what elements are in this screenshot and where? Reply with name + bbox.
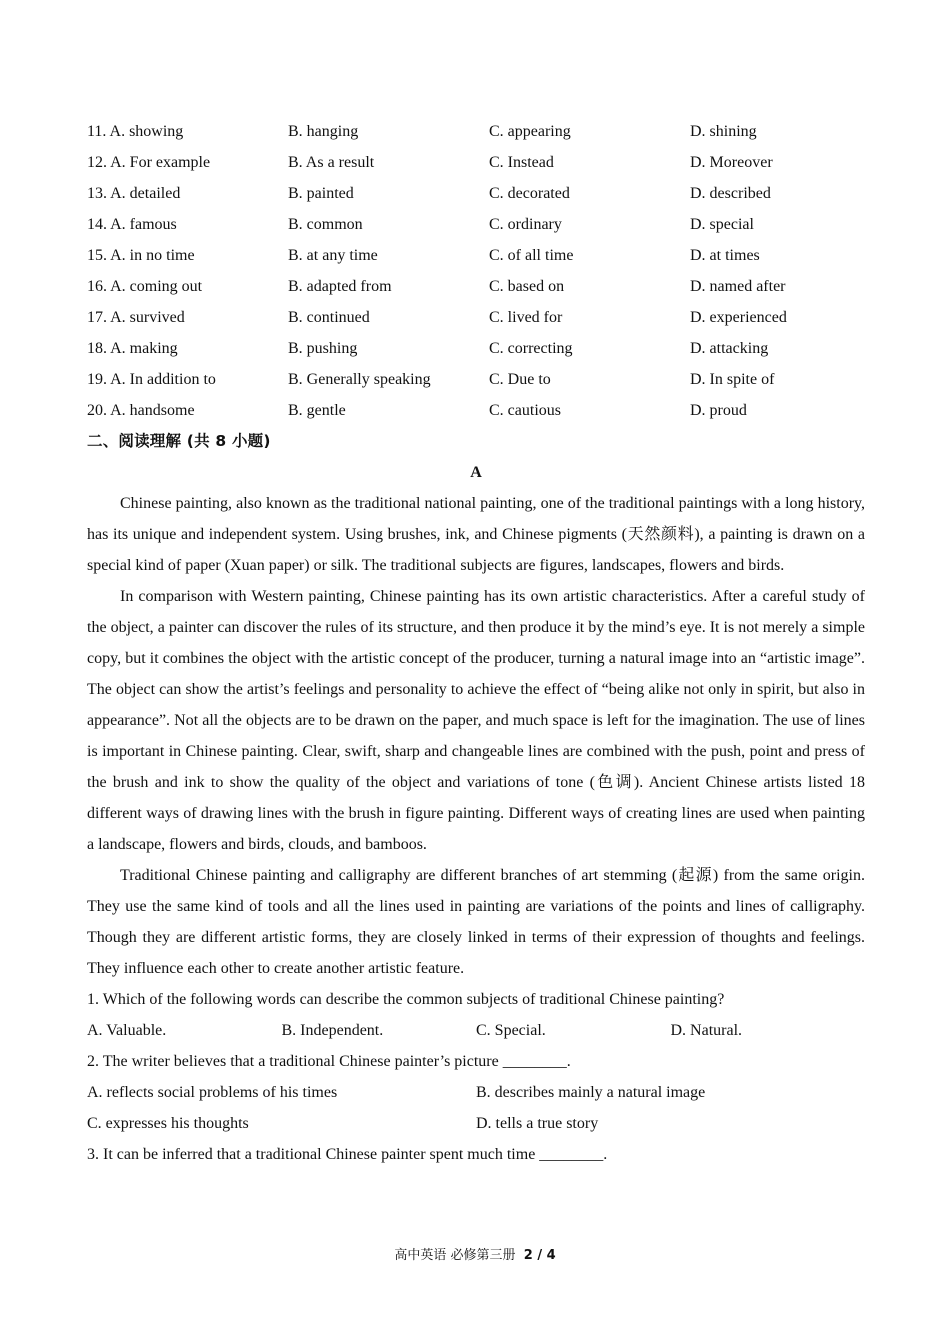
question-1-options: [87, 1015, 865, 1046]
cloze-row-14: [87, 209, 865, 240]
option-c: C. based on: [489, 278, 565, 295]
option-a: 20. A. handsome: [87, 402, 195, 419]
option-c: C. decorated: [489, 185, 570, 202]
cloze-row-17: [87, 302, 865, 333]
document-page: [87, 116, 865, 1170]
option-b: B. Generally speaking: [288, 371, 431, 388]
cloze-row-16: [87, 271, 865, 302]
option-d: D. special: [690, 216, 754, 233]
option-c: C. correcting: [489, 340, 573, 357]
passage-paragraph: Chinese painting, also known as the traditional national painting, one of the traditional paintings with a long history, has its unique and independent system. Using brushes, ink, and Chinese pigments (天然颜料), a painting is drawn on a special kind of paper (Xuan paper) or silk. The traditional subjects are figures, landscapes, flowers and birds.: [87, 495, 865, 574]
option-b: B. Independent.: [281, 1022, 384, 1039]
option-a: 15. A. in no time: [87, 247, 195, 264]
option-a: 17. A. survived: [87, 309, 185, 326]
cloze-row-18: [87, 333, 865, 364]
option-d: D. Moreover: [690, 154, 773, 171]
question-2-options-row-1: [87, 1077, 865, 1108]
option-a: 16. A. coming out: [87, 278, 203, 295]
cloze-row-12: [87, 147, 865, 178]
passage-paragraph: Traditional Chinese painting and calligraphy are different branches of art stemming (起源) from the same origin. They use the same kind of tools and all the lines used in painting are variations of the points and lines of calligraphy. Though they are different artistic forms, they are closely linked in terms of their expression of thoughts and feelings. They influence each other to create another artistic feature.: [87, 867, 865, 977]
option-a: A. reflects social problems of his times: [87, 1084, 338, 1101]
cloze-row-19: [87, 364, 865, 395]
passage-title: A: [470, 464, 482, 481]
option-c: C. lived for: [489, 309, 563, 326]
option-d: D. proud: [690, 402, 747, 419]
option-c: C. expresses his thoughts: [87, 1115, 249, 1132]
option-c: C. Instead: [489, 154, 554, 171]
cloze-row-20: [87, 395, 865, 426]
option-d: D. attacking: [690, 340, 769, 357]
question-2-stem: 2. The writer believes that a traditional Chinese painter’s picture ________.: [87, 1053, 571, 1070]
option-d: D. In spite of: [690, 371, 775, 388]
option-d: D. shining: [690, 123, 757, 140]
option-d: D. experienced: [690, 309, 787, 326]
page-number: 2 / 4: [523, 1248, 556, 1263]
option-c: C. cautious: [489, 402, 561, 419]
option-b: B. gentle: [288, 402, 346, 419]
question-1-stem: 1. Which of the following words can describe the common subjects of traditional Chinese painting?: [87, 991, 725, 1008]
option-a: 19. A. In addition to: [87, 371, 216, 388]
option-b: B. painted: [288, 185, 354, 202]
option-b: B. common: [288, 216, 363, 233]
option-a: 11. A. showing: [87, 123, 184, 140]
option-a: 14. A. famous: [87, 216, 177, 233]
option-b: B. As a result: [288, 154, 375, 171]
option-c: C. Due to: [489, 371, 551, 388]
cloze-row-11: [87, 116, 865, 147]
option-d: D. at times: [690, 247, 760, 264]
option-a: A. Valuable.: [87, 1022, 167, 1039]
option-d: D. tells a true story: [476, 1115, 599, 1132]
cloze-options-table: [87, 116, 865, 426]
option-b: B. pushing: [288, 340, 358, 357]
option-a: 18. A. making: [87, 340, 178, 357]
option-b: B. describes mainly a natural image: [476, 1084, 706, 1101]
option-d: D. Natural.: [670, 1022, 743, 1039]
page-footer: [0, 1244, 950, 1263]
cloze-row-15: [87, 240, 865, 271]
option-c: C. of all time: [489, 247, 574, 264]
option-b: B. continued: [288, 309, 370, 326]
option-b: B. adapted from: [288, 278, 392, 295]
option-d: D. named after: [690, 278, 786, 295]
passage-paragraph: In comparison with Western painting, Chinese painting has its own artistic characteristics. After a careful study of the object, a painter can discover the rules of its structure, and then produce it by the mind’s eye. It is not merely a simple copy, but it combines the object with the artistic concept of the producer, turning a natural image into an “artistic image”. The object can show the artist’s feelings and personality to achieve the effect of “being alike not only in spirit, but also in appearance”. Not all the objects are to be drawn on the paper, and much space is left for the imagination. The use of lines is important in Chinese painting. Clear, swift, sharp and changeable lines are combined with the push, point and press of the brush and ink to show the quality of the object and variations of tone (色调). Ancient Chinese artists listed 18 different ways of drawing lines with the brush in figure painting. Different ways of creating lines are used when painting a landscape, flowers and birds, clouds, and bamboos.: [87, 588, 865, 853]
option-a: 12. A. For example: [87, 154, 211, 171]
footer-label: 高中英语 必修第三册: [394, 1248, 516, 1263]
option-d: D. described: [690, 185, 771, 202]
option-b: B. at any time: [288, 247, 378, 264]
option-a: 13. A. detailed: [87, 185, 181, 202]
section-title: 二、阅读理解 (共 8 小题): [87, 432, 271, 450]
option-c: C. ordinary: [489, 216, 562, 233]
question-3-stem: 3. It can be inferred that a traditional Chinese painter spent much time ________.: [87, 1146, 608, 1163]
option-c: C. appearing: [489, 123, 571, 140]
cloze-row-13: [87, 178, 865, 209]
question-2-options-row-2: [87, 1108, 865, 1139]
option-c: C. Special.: [476, 1022, 546, 1039]
option-b: B. hanging: [288, 123, 359, 140]
